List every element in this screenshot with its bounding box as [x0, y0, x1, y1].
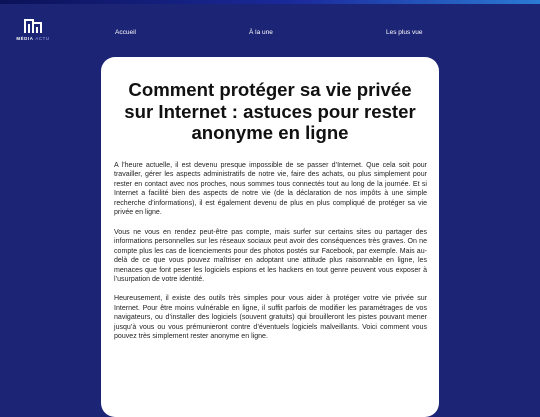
- article-paragraph: Heureusement, il existe des outils très simples pour vous aider à protéger votre vie privée sur Internet. Pour être moins vulnérable en ligne, il suffit parfois de modifier les paramétrages de vos navigateurs, ou d’installer des logiciels (souvent gratuits) qui brouilleront les pistes pouvant mener jusqu’à vous ou vous prémunieront contre d’éventuels logiciels malveillants. Voici comment vous pouvez très simplement rester anonyme en ligne.: [114, 295, 427, 341]
- nav-link-a-la-une[interactable]: À la une: [249, 29, 273, 36]
- top-accent-bar: [0, 0, 540, 4]
- logo-text: MÉDIA ACTU: [16, 36, 50, 41]
- nav-link-accueil[interactable]: Accueil: [115, 29, 136, 36]
- media-actu-logo-icon: [24, 19, 42, 33]
- article-paragraph: Vous ne vous en rendez peut-être pas compte, mais surfer sur certains sites ou partager des informations personnelles sur les réseaux sociaux peut avoir des conséquences très graves. On ne compte plus les cas de licenciements pour des photos postés sur Facebook, par exemple. Mais au-delà de ce que vous pouvez maîtriser en adoptant une attitude plus raisonnable en ligne, les menaces que font peser les logiciels espions et les hackers en tout genre peuvent vous exposer à l’usurpation de votre identité.: [114, 228, 427, 283]
- article-title: Comment protéger sa vie privée sur Internet : astuces pour rester anonyme en ligne: [124, 79, 416, 143]
- article-paragraph: A l’heure actuelle, il est devenu presque impossible de se passer d’Internet. Que cela soit pour travailler, gérer les aspects administratifs de notre vie, faire des achats, ou plus simplement pour rester en contact avec nos proches, nous sommes tous connectés tout au long de la journée. Et si Internet a facilité bien des aspects de notre vie (de la déclaration de nos impôts à une simple recherche d’informations), il est également devenu de plus en plus compliqué de protéger sa vie privée en ligne.: [114, 162, 427, 217]
- site-logo[interactable]: [16, 19, 50, 41]
- nav-link-les-plus-vue[interactable]: Les plus vue: [386, 29, 423, 36]
- article-body: [114, 161, 427, 352]
- article-card: [101, 57, 439, 417]
